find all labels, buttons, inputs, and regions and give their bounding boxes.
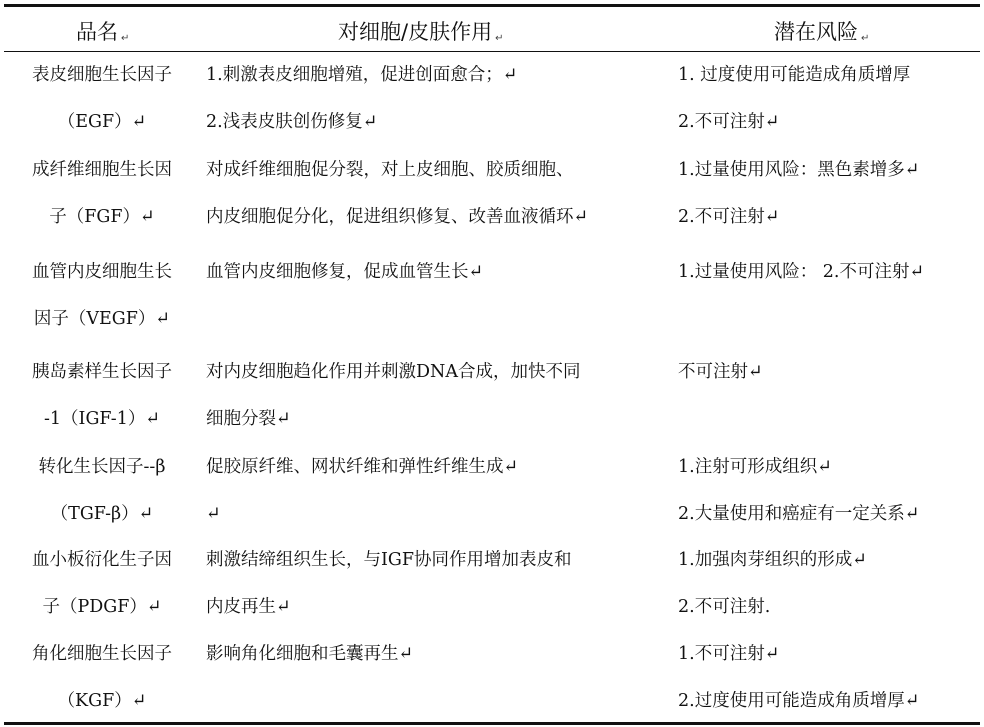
risk-line: 2.不可注射↵ [678, 207, 780, 227]
name-line: 子（PDGF）↵ [42, 597, 162, 617]
effect-line: 内皮再生↵ [206, 597, 291, 617]
cell-risk [678, 52, 978, 146]
effect-line: 刺激结缔组织生长，与IGF协同作用增加表皮和 [206, 550, 572, 570]
paragraph-mark: ↵ [861, 33, 870, 44]
name-line: 角化细胞生长因子 [32, 644, 172, 664]
name-line: 胰岛素样生长因子 [32, 362, 172, 382]
table-header [0, 10, 984, 50]
header-risk [774, 16, 869, 46]
cell-effect [206, 147, 666, 241]
cell-name [12, 147, 192, 241]
risk-line: 1. 过度使用可能造成角质增厚 [678, 65, 911, 85]
risk-line: 2.大量使用和癌症有一定关系↵ [678, 504, 920, 524]
name-line: 成纤维细胞生长因 [32, 160, 172, 180]
risk-line: 1.注射可形成组织↵ [678, 457, 832, 477]
name-line: 血小板衍化生子因 [32, 550, 172, 570]
effect-line: 对成纤维细胞促分裂，对上皮细胞、胶质细胞、 [206, 160, 574, 180]
cell-effect [206, 349, 666, 443]
risk-line: 1.加强肉芽组织的形成↵ [678, 550, 867, 570]
header-name-text: 品名 [76, 20, 118, 44]
risk-line: 1.不可注射↵ [678, 644, 780, 664]
cell-risk [678, 537, 978, 631]
table-body [0, 52, 984, 722]
cell-risk [678, 631, 978, 725]
name-line: 血管内皮细胞生长 [32, 262, 172, 282]
cell-name [12, 631, 192, 725]
cell-name [12, 349, 192, 443]
effect-line: 影响角化细胞和毛囊再生↵ [206, 644, 414, 664]
risk-line: 不可注射↵ [678, 362, 763, 382]
paragraph-mark: ↵ [495, 33, 504, 44]
table-bottom-rule [4, 722, 980, 725]
cell-effect [206, 537, 666, 631]
effect-line: 内皮细胞促分化，促进组织修复、改善血液循环↵ [206, 207, 589, 227]
cell-risk [678, 444, 978, 538]
table-top-rule [4, 4, 980, 7]
name-line: 子（FGF）↵ [49, 207, 155, 227]
cell-risk [678, 249, 978, 296]
paragraph-mark: ↵ [121, 33, 130, 44]
risk-line: 2.不可注射. [678, 597, 771, 617]
header-name [76, 16, 129, 46]
risk-line: 2.过度使用可能造成角质增厚↵ [678, 691, 920, 711]
risk-line: 1.过量使用风险： 2.不可注射↵ [678, 262, 925, 282]
header-effect [338, 16, 503, 46]
cell-effect [206, 249, 666, 296]
cell-name [12, 444, 192, 538]
risk-line: 1.过量使用风险：黑色素增多↵ [678, 160, 920, 180]
name-line: （EGF）↵ [57, 112, 147, 132]
name-line: （KGF）↵ [57, 691, 147, 711]
cell-name [12, 537, 192, 631]
effect-line: 1.刺激表皮细胞增殖，促进创面愈合；↵ [206, 65, 518, 85]
cell-effect [206, 444, 666, 538]
effect-line: 促胶原纤维、网状纤维和弹性纤维生成↵ [206, 457, 519, 477]
cell-effect [206, 631, 666, 678]
cell-name [12, 249, 192, 343]
effect-line: 对内皮细胞趋化作用并刺激DNA合成，加快不同 [206, 362, 581, 382]
name-line: -1（IGF-1）↵ [43, 409, 160, 429]
effect-line: ↵ [206, 504, 221, 524]
name-line: （TGF-β）↵ [50, 504, 154, 524]
name-line: 因子（VEGF）↵ [33, 309, 171, 329]
effect-line: 细胞分裂↵ [206, 409, 291, 429]
cell-effect [206, 52, 666, 146]
cell-risk [678, 349, 978, 396]
name-line: 转化生长因子--β [38, 457, 166, 477]
header-risk-text: 潜在风险 [774, 20, 858, 44]
risk-line: 2.不可注射↵ [678, 112, 780, 132]
cell-name [12, 52, 192, 146]
cell-risk [678, 147, 978, 241]
name-line: 表皮细胞生长因子 [32, 65, 172, 85]
header-effect-text: 对细胞/皮肤作用 [338, 20, 493, 44]
effect-line: 2.浅表皮肤创伤修复↵ [206, 112, 378, 132]
effect-line: 血管内皮细胞修复，促成血管生长↵ [206, 262, 484, 282]
